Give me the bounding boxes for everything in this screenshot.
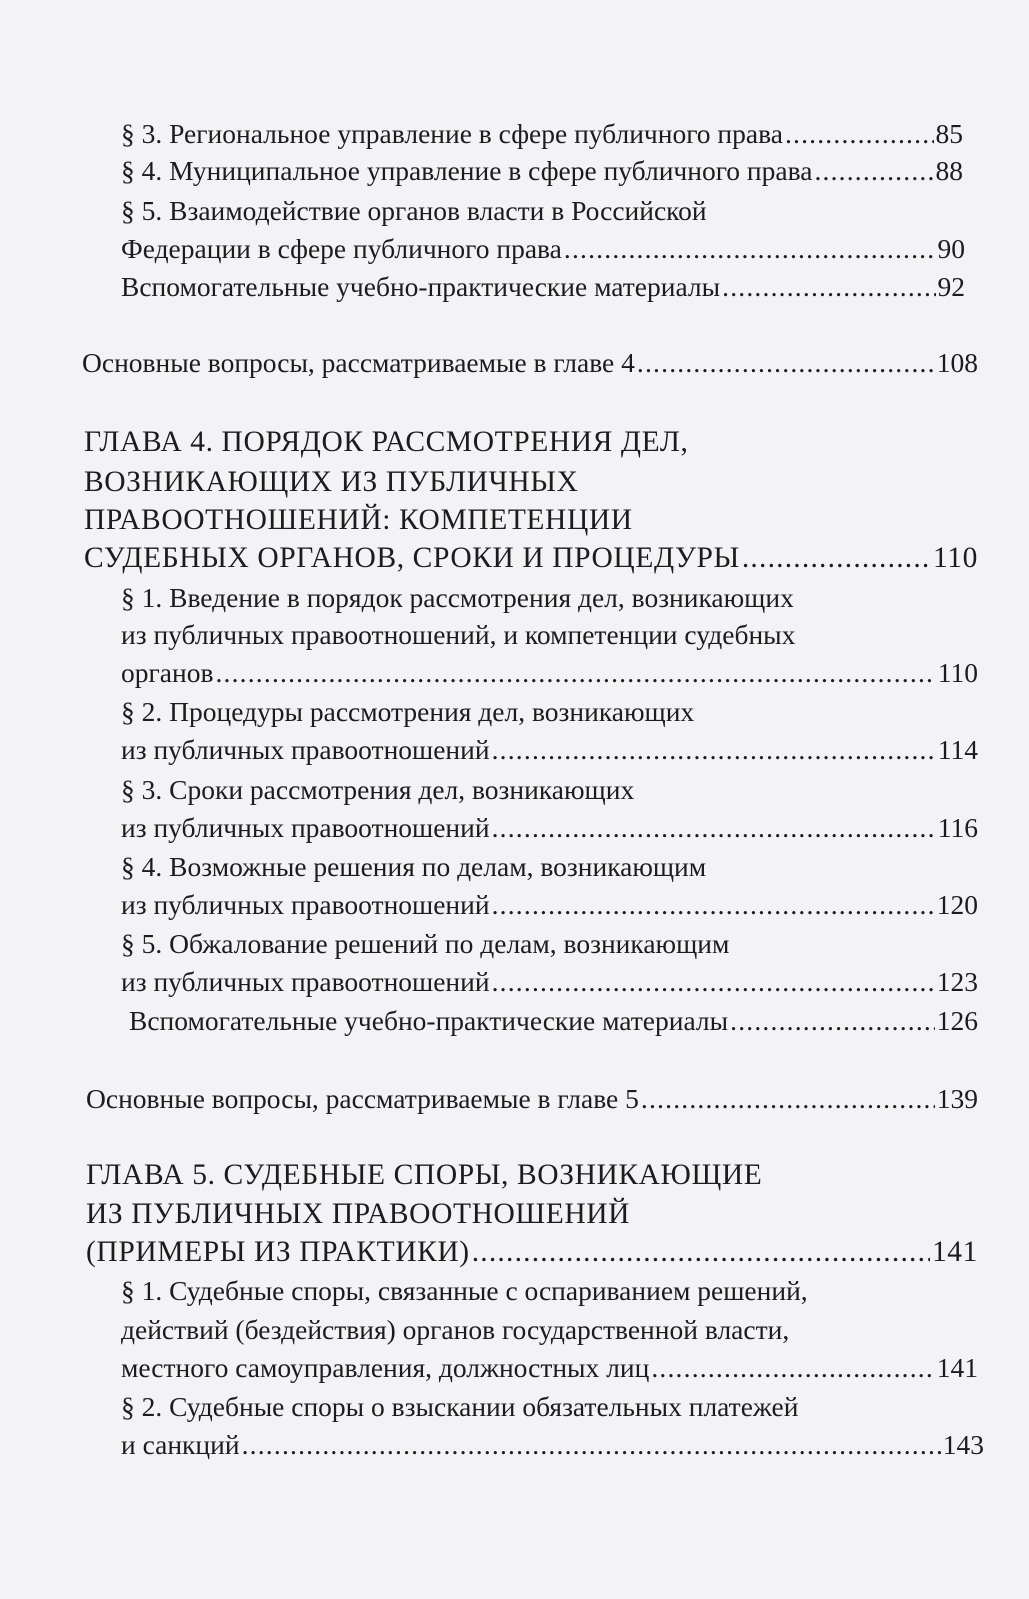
chapter-heading-entry [86, 1234, 978, 1270]
leader-dots [492, 732, 936, 768]
toc-entry-text: § 4. Муниципальное управление в сфере публичного права [121, 155, 813, 186]
toc-entry-text: § 5. Обжалование решений по делам, возникающим [121, 928, 730, 959]
toc-entry-line [121, 926, 729, 962]
toc-entry-line [121, 694, 694, 730]
leader-dots [472, 1234, 930, 1270]
toc-entry-page: 141 [936, 1352, 978, 1383]
toc-entry-text: и санкций [121, 1429, 240, 1460]
leader-dots [785, 116, 934, 152]
toc-entry-line [121, 617, 795, 653]
toc-entry-page: 114 [937, 734, 978, 765]
toc-entry-line [121, 1389, 798, 1425]
toc-entry [121, 269, 965, 305]
toc-entry [121, 810, 978, 846]
toc-entry-text: § 5. Взаимодействие органов власти в Российской [121, 195, 707, 226]
leader-dots [492, 887, 935, 923]
toc-entry-page: 126 [936, 1005, 978, 1036]
toc-entry [121, 153, 963, 189]
leader-dots [742, 540, 931, 576]
chapter-heading-line [84, 464, 578, 500]
toc-entry [121, 732, 978, 768]
leader-dots [641, 1081, 935, 1117]
toc-entry [121, 1427, 984, 1463]
leader-dots [564, 231, 936, 267]
leader-dots [730, 1003, 935, 1039]
toc-entry-line [121, 580, 794, 616]
toc-entry [121, 116, 963, 152]
toc-entry-page: 139 [936, 1083, 978, 1114]
toc-entry-page: 110 [937, 657, 978, 688]
toc-entry-text: § 3. Сроки рассмотрения дел, возникающих [121, 774, 635, 805]
toc-entry-text: местного самоуправления, должностных лиц [121, 1352, 650, 1383]
toc-entry-text: Федерации в сфере публичного права [121, 233, 562, 264]
toc-entry [121, 887, 978, 923]
chapter-heading-text: ВОЗНИКАЮЩИХ ИЗ ПУБЛИЧНЫХ [84, 466, 579, 498]
toc-entry-page: 108 [936, 347, 978, 378]
toc-entry [121, 1350, 978, 1386]
chapter-heading-text: ПРАВООТНОШЕНИЙ: КОМПЕТЕНЦИИ [84, 504, 633, 536]
toc-entry-page: 143 [942, 1429, 984, 1460]
leader-dots [722, 269, 935, 305]
toc-entry-text: § 1. Введение в порядок рассмотрения дел, возникающих [121, 582, 794, 613]
chapter-heading-line [84, 424, 688, 460]
toc-entry-page: 92 [937, 271, 965, 302]
toc-entry-text: Вспомогательные учебно-практические материалы [121, 271, 721, 302]
toc-entry-line [121, 772, 634, 808]
toc-entry [82, 345, 978, 381]
toc-entry-text: действий (бездействия) органов государственной власти, [121, 1314, 790, 1345]
leader-dots [637, 345, 935, 381]
toc-entry-page: 141 [931, 1236, 978, 1268]
toc-entry-page: 85 [935, 118, 963, 149]
toc-entry-line [121, 1273, 808, 1309]
toc-entry-page: 88 [935, 155, 963, 186]
leader-dots [215, 655, 935, 691]
toc-entry-text: Основные вопросы, рассматриваемые в главе 4 [82, 347, 635, 378]
chapter-heading-line [84, 502, 633, 538]
toc-entry-page: 116 [937, 812, 978, 843]
toc-entry [129, 1003, 978, 1039]
chapter-heading-line [86, 1157, 762, 1193]
toc-entry [86, 1081, 978, 1117]
toc-entry-text: из публичных правоотношений [121, 889, 490, 920]
leader-dots [492, 810, 936, 846]
chapter-heading-text: ИЗ ПУБЛИЧНЫХ ПРАВООТНОШЕНИЙ [86, 1198, 631, 1230]
toc-entry-text: Основные вопросы, рассматриваемые в главе 5 [86, 1083, 639, 1114]
toc-entry-text: § 3. Региональное управление в сфере публичного права [121, 118, 783, 149]
toc-entry-text: из публичных правоотношений [121, 734, 490, 765]
toc-entry-page: 120 [936, 889, 978, 920]
toc-entry-text: § 4. Возможные решения по делам, возникающим [121, 851, 707, 882]
toc-entry-text: из публичных правоотношений, и компетенции судебных [121, 619, 796, 650]
toc-entry [121, 655, 978, 691]
toc-entry-text: § 2. Судебные споры о взыскании обязательных платежей [121, 1391, 799, 1422]
toc-entry-text: Вспомогательные учебно-практические материалы [129, 1005, 729, 1036]
toc-entry-line [121, 1312, 789, 1348]
toc-entry-text: органов [121, 657, 214, 688]
toc-entry-page: 123 [936, 966, 978, 997]
chapter-heading-text: (ПРИМЕРЫ ИЗ ПРАКТИКИ) [86, 1236, 470, 1268]
toc-entry-line [121, 193, 707, 229]
chapter-heading-entry [84, 540, 978, 576]
toc-entry-page: 90 [937, 233, 965, 264]
toc-entry-page: 110 [933, 542, 978, 574]
chapter-heading-text: ГЛАВА 4. ПОРЯДОК РАССМОТРЕНИЯ ДЕЛ, [84, 426, 689, 458]
chapter-heading-text: СУДЕБНЫХ ОРГАНОВ, СРОКИ И ПРОЦЕДУРЫ [84, 542, 740, 574]
toc-entry-text: § 1. Судебные споры, связанные с оспариванием решений, [121, 1275, 808, 1306]
leader-dots [814, 153, 933, 189]
leader-dots [492, 964, 935, 1000]
leader-dots [651, 1350, 934, 1386]
toc-entry-line [121, 849, 706, 885]
toc-entry [121, 964, 978, 1000]
toc-entry [121, 231, 965, 267]
chapter-heading-text: ГЛАВА 5. СУДЕБНЫЕ СПОРЫ, ВОЗНИКАЮЩИЕ [86, 1159, 763, 1191]
toc-entry-text: § 2. Процедуры рассмотрения дел, возникающих [121, 696, 695, 727]
chapter-heading-line [86, 1196, 630, 1232]
toc-entry-text: из публичных правоотношений [121, 966, 490, 997]
leader-dots [242, 1427, 941, 1463]
toc-entry-text: из публичных правоотношений [121, 812, 490, 843]
